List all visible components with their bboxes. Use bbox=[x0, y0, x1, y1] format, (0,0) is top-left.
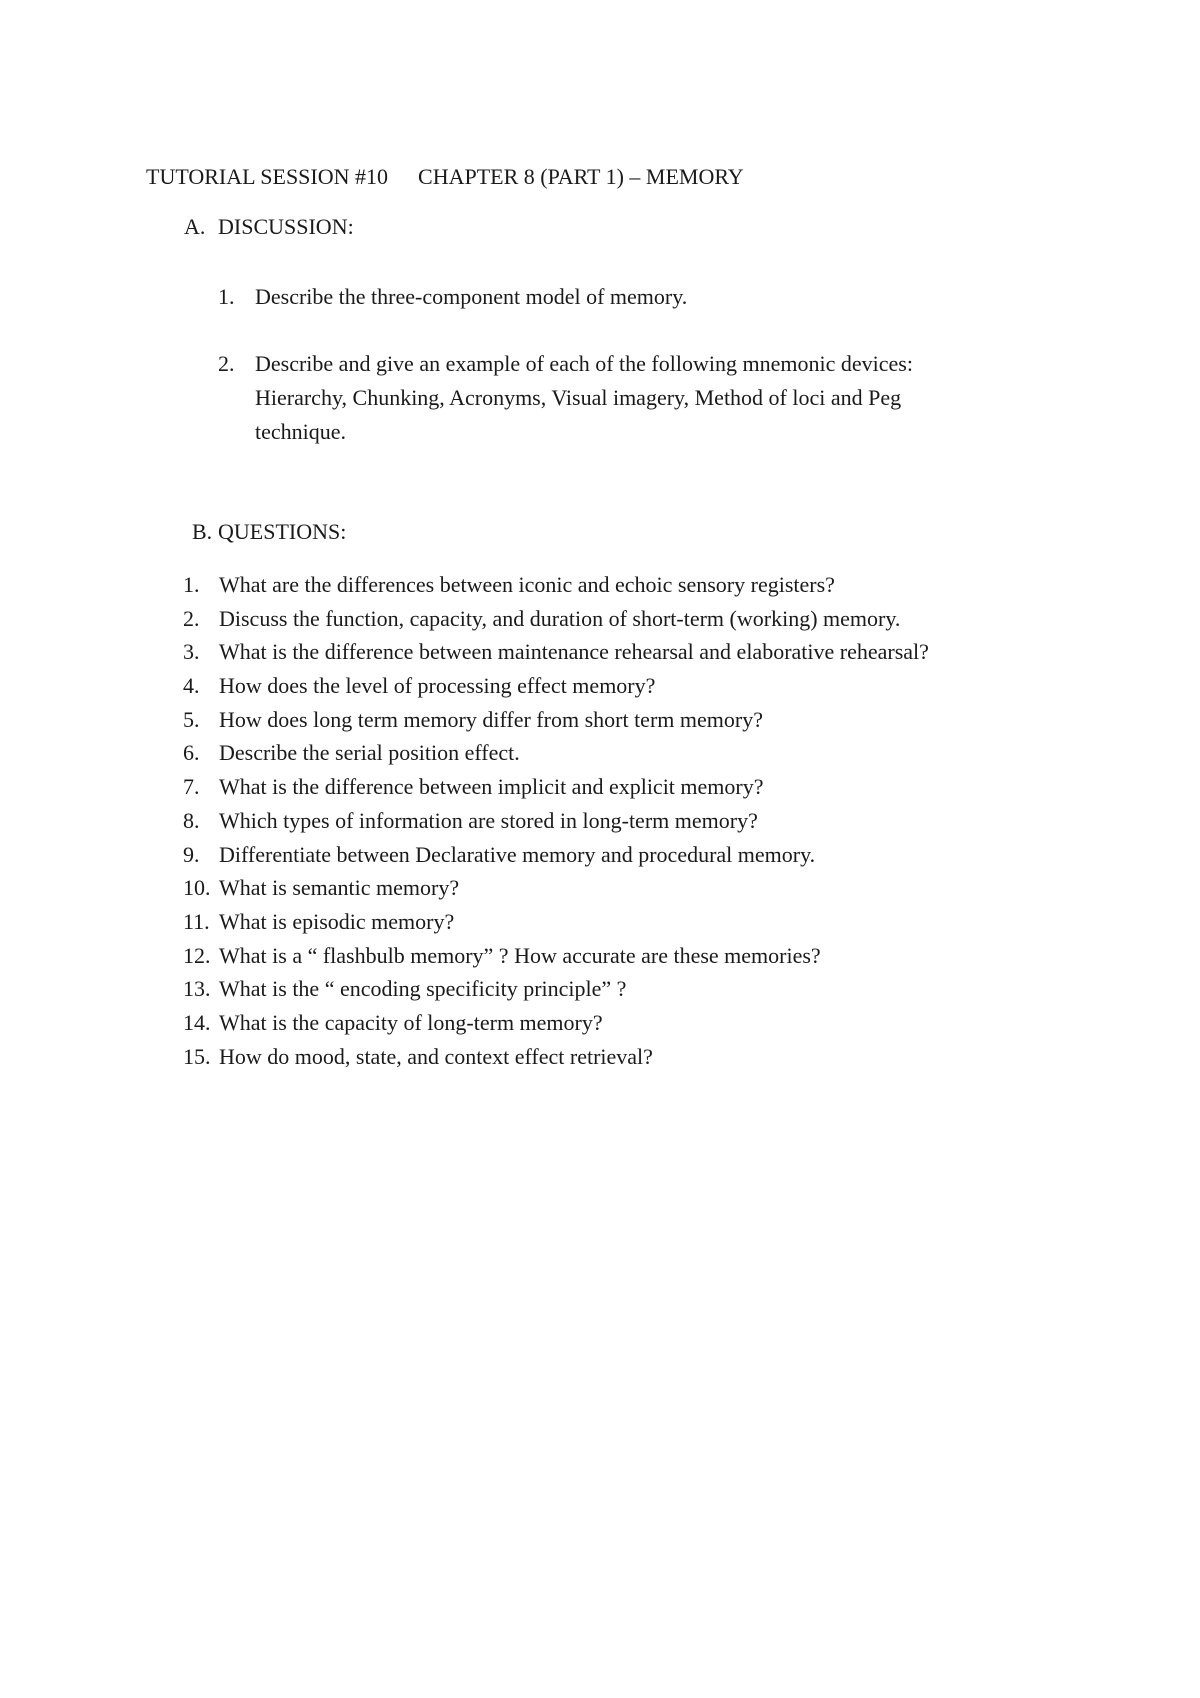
question-item bbox=[183, 804, 1083, 838]
question-text: How does long term memory differ from short term memory? bbox=[219, 706, 763, 732]
question-number: 13. bbox=[183, 976, 211, 1002]
question-item bbox=[183, 1006, 1083, 1040]
question-item bbox=[183, 669, 1083, 703]
question-item bbox=[183, 838, 1083, 872]
question-item bbox=[183, 635, 1083, 669]
question-number: 1. bbox=[183, 572, 200, 597]
question-number: 12. bbox=[183, 942, 211, 968]
question-item bbox=[183, 905, 1083, 939]
question-number: 7. bbox=[183, 774, 200, 800]
discussion-item-text: Describe and give an example of each of the following mnemonic devices: Hierarchy, Chunking, Acronyms, Visual imagery, Method of loci and Peg technique. bbox=[255, 351, 913, 444]
question-text: What is the capacity of long-term memory? bbox=[219, 1009, 603, 1035]
question-text: Discuss the function, capacity, and duration of short-term (working) memory. bbox=[219, 605, 901, 631]
chapter-title: CHAPTER 8 (PART 1) – MEMORY bbox=[418, 164, 744, 189]
document-header bbox=[146, 163, 744, 191]
question-item bbox=[183, 972, 1083, 1006]
question-number: 3. bbox=[183, 639, 200, 665]
question-number: 14. bbox=[183, 1009, 211, 1035]
question-item bbox=[183, 770, 1083, 804]
question-number: 15. bbox=[183, 1043, 211, 1069]
question-number: 8. bbox=[183, 807, 200, 833]
question-item bbox=[183, 1040, 1083, 1074]
question-text: What is the “ encoding specificity principle” ? bbox=[219, 976, 627, 1002]
discussion-item-text: Describe the three-component model of memory. bbox=[255, 284, 688, 309]
question-text: What are the differences between iconic and echoic sensory registers? bbox=[219, 572, 835, 597]
question-list bbox=[183, 568, 1083, 1073]
question-item bbox=[183, 703, 1083, 737]
discussion-item-number: 2. bbox=[218, 351, 235, 376]
question-number: 11. bbox=[183, 908, 210, 934]
question-number: 9. bbox=[183, 841, 200, 867]
question-number: 4. bbox=[183, 673, 200, 699]
question-item bbox=[183, 568, 1083, 602]
section-b-title: QUESTIONS: bbox=[218, 519, 347, 544]
question-number: 6. bbox=[183, 740, 200, 766]
question-text: Describe the serial position effect. bbox=[219, 740, 520, 766]
question-text: What is the difference between implicit and explicit memory? bbox=[219, 774, 764, 800]
question-item bbox=[183, 871, 1083, 905]
section-b-heading bbox=[192, 518, 346, 546]
question-text: Which types of information are stored in long-term memory? bbox=[219, 807, 758, 833]
session-title: TUTORIAL SESSION #10 bbox=[146, 164, 389, 189]
question-text: Differentiate between Declarative memory and procedural memory. bbox=[219, 841, 816, 867]
discussion-item bbox=[218, 347, 978, 449]
question-text: What is the difference between maintenance rehearsal and elaborative rehearsal? bbox=[219, 639, 929, 665]
question-item bbox=[183, 602, 1083, 636]
question-number: 5. bbox=[183, 706, 200, 732]
discussion-item bbox=[218, 280, 978, 314]
question-text: How does the level of processing effect memory? bbox=[219, 673, 656, 699]
question-number: 10. bbox=[183, 875, 211, 901]
question-number: 2. bbox=[183, 605, 200, 631]
question-text: What is episodic memory? bbox=[219, 908, 455, 934]
question-text: How do mood, state, and context effect retrieval? bbox=[219, 1043, 653, 1069]
question-text: What is a “ flashbulb memory” ? How accurate are these memories? bbox=[219, 942, 821, 968]
section-a-heading bbox=[184, 213, 354, 241]
section-a-title: DISCUSSION: bbox=[218, 214, 354, 239]
question-item bbox=[183, 736, 1083, 770]
question-item bbox=[183, 939, 1083, 973]
question-text: What is semantic memory? bbox=[219, 875, 460, 901]
section-a-letter: A. bbox=[184, 214, 206, 239]
section-b-letter: B. bbox=[192, 519, 213, 544]
discussion-item-number: 1. bbox=[218, 284, 235, 309]
